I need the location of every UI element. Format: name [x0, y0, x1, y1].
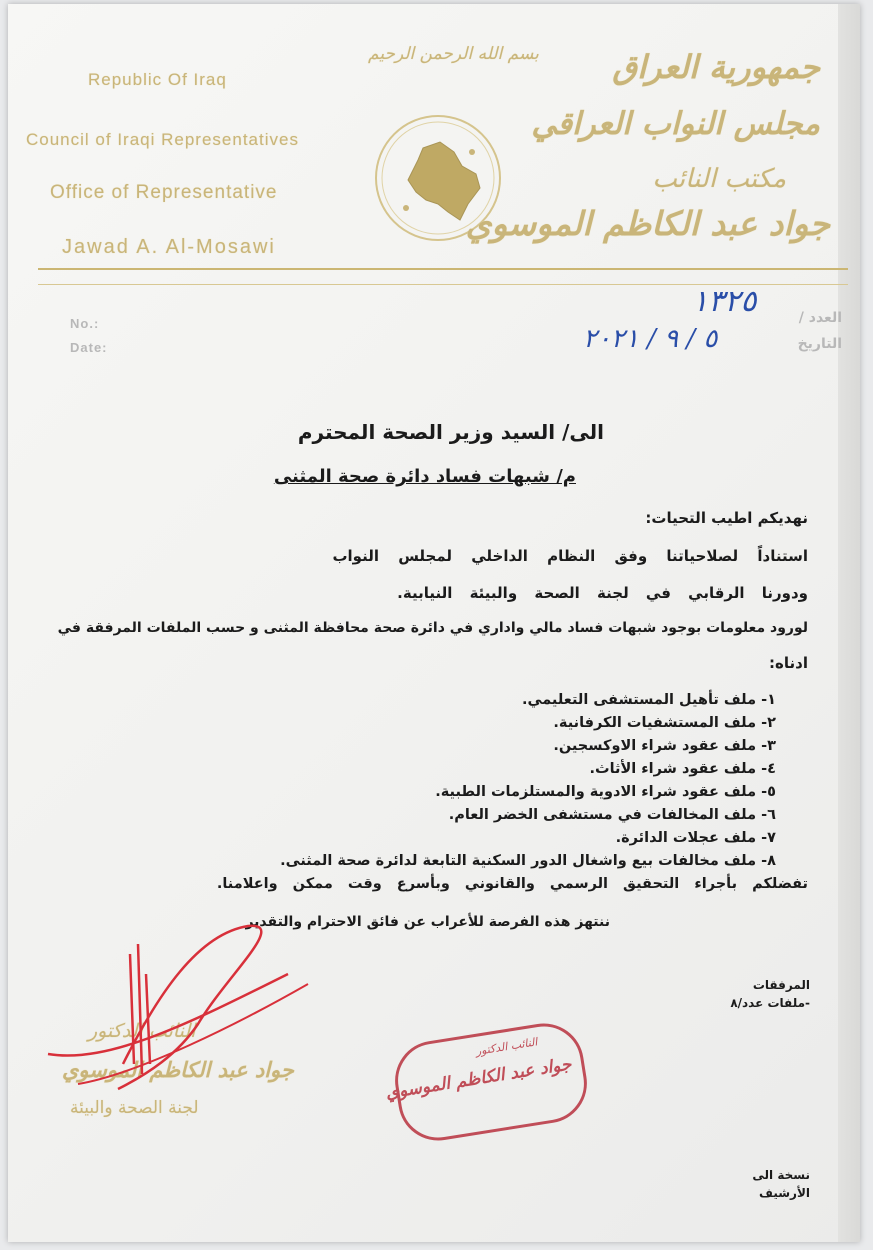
stamp-line-1: النائب الدكتور: [474, 1035, 539, 1058]
letterhead-en-line-4: Jawad A. Al-Mosawi: [62, 236, 276, 258]
header-rule-top: [38, 268, 848, 270]
subject: م/ شبهات فساد دائرة صحة المثنى: [273, 466, 576, 487]
attachments-value: -ملفات عدد/٨: [730, 996, 810, 1010]
copy-to-label: نسخة الى: [752, 1168, 810, 1182]
letterhead-en-line-3: Office of Representative: [50, 182, 278, 203]
list-item-3: ٣- ملف عقود شراء الاوكسجين.: [553, 738, 776, 754]
handwritten-signature: [38, 914, 318, 1134]
no-label-ar: العدد /: [798, 310, 842, 326]
list-item-5: ٥- ملف عقود شراء الادوية والمستلزمات الطبية.: [435, 784, 776, 800]
signature-line-1: النائب الدكتور: [88, 1020, 196, 1042]
paragraph-line-2: ودورنا الرقابي في لجنة الصحة والبيئة النيابية.: [397, 584, 808, 602]
copy-to-value: الأرشيف: [759, 1186, 810, 1200]
list-item-4: ٤- ملف عقود شراء الأثاث.: [589, 761, 776, 777]
request-line: تفضلكم بأجراء التحقيق الرسمي والقانوني وبأسرع وقت ممكن واعلامنا.: [216, 876, 808, 892]
letterhead-ar-line-1: جمهورية العراق: [612, 48, 820, 86]
letterhead-ar-line-2: مجلس النواب العراقي: [531, 106, 820, 142]
reference-date: ٥ / ٩ / ٢٠٢١: [583, 324, 718, 354]
basmala: بسم الله الرحمن الرحيم: [368, 44, 539, 64]
paragraph-line-4: ادناه:: [769, 654, 808, 672]
paragraph-line-1: استناداً لصلاحياتنا وفق النظام الداخلي لمجلس النواب: [332, 547, 808, 565]
recipient: الى/ السيد وزير الصحة المحترم: [297, 420, 604, 444]
letter-paper: [8, 4, 860, 1242]
paper-edge: [838, 4, 860, 1242]
date-label-en: Date:: [70, 340, 108, 355]
list-item-1: ١- ملف تأهيل المستشفى التعليمي.: [522, 692, 776, 708]
greeting: نهديكم اطيب التحيات:: [645, 509, 808, 527]
reference-number: ١٣٢٥: [692, 284, 757, 319]
stamp-line-2: جواد عبد الكاظم الموسوي: [384, 1054, 573, 1104]
signature-line-3: لجنة الصحة والبيئة: [70, 1098, 199, 1118]
letterhead-ar-line-4: جواد عبد الكاظم الموسوي: [465, 204, 830, 243]
attachments-label: المرفقات: [752, 978, 810, 992]
official-stamp: [384, 1018, 592, 1146]
list-item-8: ٨- ملف مخالفات بيع واشغال الدور السكنية التابعة لدائرة صحة المثنى.: [280, 853, 776, 869]
list-item-6: ٦- ملف المخالفات في مستشفى الخضر العام.: [448, 807, 776, 823]
closing-line: ننتهز هذه الفرصة للأعراب عن فائق الاحترام والتقدير: [245, 914, 610, 930]
list-item-2: ٢- ملف المستشفيات الكرفانية.: [553, 715, 776, 731]
list-item-7: ٧- ملف عجلات الدائرة.: [615, 830, 776, 846]
letterhead-en-line-2: Council of Iraqi Representatives: [26, 130, 299, 149]
letterhead-ar-line-3: مكتب النائب: [652, 164, 786, 194]
signature-line-2: جواد عبد الكاظم الموسوي: [62, 1058, 294, 1082]
letterhead-en-line-1: Republic Of Iraq: [88, 70, 227, 89]
no-label-en: No.:: [70, 316, 100, 331]
date-label-ar: التاريخ: [797, 336, 842, 352]
paragraph-line-3: لورود معلومات بوجود شبهات فساد مالي واداري في دائرة صحة محافظة المثنى و حسب الملفات المرفقة في: [57, 620, 808, 636]
